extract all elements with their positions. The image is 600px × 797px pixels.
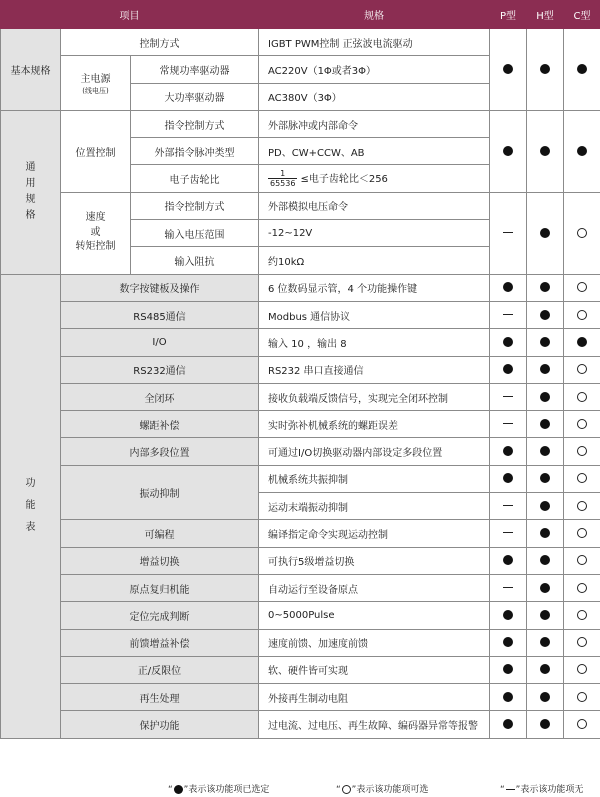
function-mark-h xyxy=(527,274,564,301)
function-spec: 过电流、过电压、再生故障、编码器异常等报警 xyxy=(259,711,490,738)
function-label: RS232通信 xyxy=(61,356,259,383)
dash-icon xyxy=(503,587,513,588)
function-label: 可编程 xyxy=(61,520,259,547)
normal-drive-spec: AC220V（1Φ或者3Φ） xyxy=(259,56,490,83)
function-mark-c xyxy=(564,520,600,547)
open-circle-icon xyxy=(342,785,351,794)
function-mark-h xyxy=(527,711,564,738)
open-circle-icon xyxy=(577,392,587,402)
position-row-spec: 外部脉冲或内部命令 xyxy=(259,110,490,137)
main-power-cell xyxy=(61,56,131,111)
filled-dot-icon xyxy=(503,473,513,483)
dash-icon xyxy=(503,423,513,424)
position-control-label: 位置控制 xyxy=(61,110,131,192)
function-mark-h xyxy=(527,465,564,492)
function-mark-p xyxy=(490,656,527,683)
control-mode-spec: IGBT PWM控制 正弦波电流驱动 xyxy=(259,29,490,56)
function-spec: 外接再生制动电阻 xyxy=(259,684,490,711)
control-mode-label: 控制方式 xyxy=(61,29,259,56)
function-mark-h xyxy=(527,411,564,438)
category-basic xyxy=(1,29,61,111)
open-circle-icon xyxy=(577,473,587,483)
legend-none-text: ”表示该功能项无 xyxy=(515,785,584,795)
open-circle-icon xyxy=(577,228,587,238)
function-mark-p xyxy=(490,356,527,383)
filled-dot-icon xyxy=(540,146,550,156)
function-mark-c xyxy=(564,383,600,410)
dash-icon xyxy=(503,396,513,397)
function-spec: 自动运行至设备原点 xyxy=(259,574,490,601)
legend-filled xyxy=(168,782,269,795)
speed-mark-p xyxy=(490,192,527,274)
function-spec: 0~5000Pulse xyxy=(259,602,490,629)
speed-row-spec: -12~12V xyxy=(259,220,490,247)
function-mark-p xyxy=(490,629,527,656)
open-circle-icon xyxy=(577,610,587,620)
function-label: 振动抑制 xyxy=(61,465,259,520)
table-row xyxy=(1,192,600,219)
header-p: P型 xyxy=(490,1,527,29)
function-spec: 机械系统共振抑制 xyxy=(259,465,490,492)
speed-label-line: 或 xyxy=(90,226,101,238)
function-mark-h xyxy=(527,438,564,465)
function-mark-c xyxy=(564,438,600,465)
table-row xyxy=(1,110,600,137)
function-mark-p xyxy=(490,465,527,492)
basic-mark-h xyxy=(527,29,564,111)
function-mark-h xyxy=(527,329,564,356)
filled-dot-icon xyxy=(540,392,550,402)
filled-dot-icon xyxy=(540,282,550,292)
function-label: 保护功能 xyxy=(61,711,259,738)
dash-icon xyxy=(503,314,513,315)
function-mark-h xyxy=(527,356,564,383)
filled-dot-icon xyxy=(540,64,550,74)
main-power-sub: (线电压) xyxy=(82,87,109,96)
function-mark-h xyxy=(527,684,564,711)
speed-row-label: 输入电压范围 xyxy=(131,220,259,247)
category-functions xyxy=(1,274,61,738)
filled-dot-icon xyxy=(540,719,550,729)
function-mark-p xyxy=(490,438,527,465)
filled-dot-icon xyxy=(503,64,513,74)
filled-dot-icon xyxy=(540,583,550,593)
category-functions-char: 能 xyxy=(25,500,36,512)
fraction-denominator: 65536 xyxy=(270,179,296,189)
table-row xyxy=(1,438,600,465)
speed-label-line: 速度 xyxy=(85,212,106,224)
function-mark-c xyxy=(564,629,600,656)
function-mark-h xyxy=(527,602,564,629)
function-label: 全闭环 xyxy=(61,383,259,410)
position-row-label: 电子齿轮比 xyxy=(131,165,259,192)
open-circle-icon xyxy=(577,364,587,374)
main-power-label: 主电源 xyxy=(80,74,111,86)
category-basic-label: 基本规格 xyxy=(10,65,51,77)
filled-dot-icon xyxy=(577,146,587,156)
open-circle-icon xyxy=(577,501,587,511)
basic-mark-p xyxy=(490,29,527,111)
speed-mark-c xyxy=(564,192,600,274)
function-spec: 6 位数码显示管，4 个功能操作键 xyxy=(259,274,490,301)
table-row xyxy=(1,274,600,301)
filled-dot-icon xyxy=(503,637,513,647)
filled-dot-icon xyxy=(540,528,550,538)
category-functions-char: 功 xyxy=(25,478,36,490)
filled-dot-icon xyxy=(540,692,550,702)
function-mark-c xyxy=(564,411,600,438)
position-row-label: 外部指令脉冲类型 xyxy=(131,138,259,165)
category-general-char: 用 xyxy=(25,178,36,190)
function-label: 正/反限位 xyxy=(61,656,259,683)
dash-icon xyxy=(503,532,513,533)
function-mark-h xyxy=(527,656,564,683)
dash-icon xyxy=(506,789,515,790)
open-circle-icon xyxy=(577,282,587,292)
gear-ratio-text: ≤电子齿轮比＜256 xyxy=(300,173,388,185)
function-label: 内部多段位置 xyxy=(61,438,259,465)
function-mark-c xyxy=(564,711,600,738)
function-mark-p xyxy=(490,684,527,711)
header-c: C型 xyxy=(564,1,600,29)
open-circle-icon xyxy=(577,664,587,674)
function-mark-p xyxy=(490,711,527,738)
legend-none xyxy=(500,782,583,795)
function-label: RS485通信 xyxy=(61,301,259,328)
function-mark-h xyxy=(527,383,564,410)
table-row xyxy=(1,520,600,547)
function-mark-p xyxy=(490,602,527,629)
function-mark-p xyxy=(490,547,527,574)
filled-dot-icon xyxy=(503,282,513,292)
position-mark-c xyxy=(564,110,600,192)
speed-row-spec: 约10kΩ xyxy=(259,247,490,274)
function-mark-c xyxy=(564,301,600,328)
filled-dot-icon xyxy=(540,364,550,374)
function-spec: 实时弥补机械系统的螺距误差 xyxy=(259,411,490,438)
function-label: 数字按键板及操作 xyxy=(61,274,259,301)
filled-dot-icon xyxy=(503,146,513,156)
function-label: I/O xyxy=(61,329,259,356)
open-circle-icon xyxy=(577,528,587,538)
filled-dot-icon xyxy=(540,501,550,511)
function-mark-p xyxy=(490,520,527,547)
header-item: 项目 xyxy=(1,1,259,29)
legend-quote: “ xyxy=(168,785,173,795)
legend-quote: “ xyxy=(500,785,505,795)
filled-dot-icon xyxy=(540,446,550,456)
function-mark-c xyxy=(564,602,600,629)
position-row-spec: PD、CW+CCW、AB xyxy=(259,138,490,165)
open-circle-icon xyxy=(577,310,587,320)
table-row xyxy=(1,629,600,656)
table-row xyxy=(1,684,600,711)
function-spec: 编译指定命令实现运动控制 xyxy=(259,520,490,547)
table-row xyxy=(1,411,600,438)
function-mark-c xyxy=(564,329,600,356)
function-mark-p xyxy=(490,411,527,438)
dash-icon xyxy=(503,232,513,233)
function-mark-p xyxy=(490,493,527,520)
gear-ratio-spec xyxy=(259,165,490,192)
function-mark-h xyxy=(527,301,564,328)
function-label: 定位完成判断 xyxy=(61,602,259,629)
open-circle-icon xyxy=(577,637,587,647)
function-label: 原点复归机能 xyxy=(61,574,259,601)
function-spec: 接收负载端反馈信号，实现完全闭环控制 xyxy=(259,383,490,410)
large-drive-spec: AC380V（3Φ） xyxy=(259,83,490,110)
function-spec: 可通过I/O切换驱动器内部设定多段位置 xyxy=(259,438,490,465)
header-h: H型 xyxy=(527,1,564,29)
speed-row-spec: 外部模拟电压命令 xyxy=(259,192,490,219)
table-row xyxy=(1,711,600,738)
table-row xyxy=(1,301,600,328)
normal-drive-label: 常规功率驱动器 xyxy=(131,56,259,83)
gear-ratio-fraction xyxy=(268,169,297,189)
filled-dot-icon xyxy=(577,337,587,347)
header-row xyxy=(1,1,600,29)
table-row xyxy=(1,329,600,356)
filled-dot-icon xyxy=(503,446,513,456)
speed-row-label: 输入阻抗 xyxy=(131,247,259,274)
function-mark-p xyxy=(490,329,527,356)
filled-dot-icon xyxy=(540,610,550,620)
filled-dot-icon xyxy=(540,337,550,347)
filled-dot-icon xyxy=(577,64,587,74)
function-mark-h xyxy=(527,574,564,601)
open-circle-icon xyxy=(577,692,587,702)
filled-dot-icon xyxy=(540,228,550,238)
function-mark-c xyxy=(564,684,600,711)
position-mark-p xyxy=(490,110,527,192)
function-mark-h xyxy=(527,520,564,547)
function-mark-c xyxy=(564,656,600,683)
function-mark-c xyxy=(564,465,600,492)
speed-control-label xyxy=(61,192,131,274)
filled-dot-icon xyxy=(503,337,513,347)
filled-dot-icon xyxy=(503,555,513,565)
open-circle-icon xyxy=(577,555,587,565)
function-mark-c xyxy=(564,547,600,574)
table-row xyxy=(1,574,600,601)
function-spec: 可执行5级增益切换 xyxy=(259,547,490,574)
filled-dot-icon xyxy=(540,637,550,647)
header-spec: 规格 xyxy=(259,1,490,29)
filled-dot-icon xyxy=(174,785,183,794)
open-circle-icon xyxy=(577,446,587,456)
table-row xyxy=(1,602,600,629)
function-mark-c xyxy=(564,356,600,383)
speed-label-line: 转矩控制 xyxy=(75,241,116,253)
basic-mark-c xyxy=(564,29,600,111)
open-circle-icon xyxy=(577,419,587,429)
table-row xyxy=(1,29,600,56)
category-functions-char: 表 xyxy=(25,522,36,534)
table-row xyxy=(1,547,600,574)
legend xyxy=(0,778,600,797)
category-general-char: 格 xyxy=(25,210,36,222)
category-general xyxy=(1,110,61,274)
filled-dot-icon xyxy=(503,364,513,374)
function-mark-h xyxy=(527,493,564,520)
filled-dot-icon xyxy=(503,719,513,729)
filled-dot-icon xyxy=(503,664,513,674)
legend-open-text: ”表示该功能项可选 xyxy=(351,785,429,795)
speed-row-label: 指令控制方式 xyxy=(131,192,259,219)
function-mark-p xyxy=(490,274,527,301)
legend-quote: “ xyxy=(336,785,341,795)
category-general-char: 规 xyxy=(25,194,36,206)
filled-dot-icon xyxy=(540,555,550,565)
function-mark-c xyxy=(564,274,600,301)
table-row xyxy=(1,383,600,410)
filled-dot-icon xyxy=(503,692,513,702)
function-mark-h xyxy=(527,629,564,656)
function-mark-h xyxy=(527,547,564,574)
function-label: 前馈增益补偿 xyxy=(61,629,259,656)
function-label: 增益切换 xyxy=(61,547,259,574)
filled-dot-icon xyxy=(540,419,550,429)
table-row xyxy=(1,656,600,683)
function-label: 螺距补偿 xyxy=(61,411,259,438)
filled-dot-icon xyxy=(540,473,550,483)
large-drive-label: 大功率驱动器 xyxy=(131,83,259,110)
speed-mark-h xyxy=(527,192,564,274)
position-mark-h xyxy=(527,110,564,192)
function-label: 再生处理 xyxy=(61,684,259,711)
function-mark-c xyxy=(564,493,600,520)
function-spec: 输入 10 ，输出 8 xyxy=(259,329,490,356)
function-mark-p xyxy=(490,301,527,328)
table-row xyxy=(1,465,600,492)
function-mark-p xyxy=(490,383,527,410)
open-circle-icon xyxy=(577,719,587,729)
open-circle-icon xyxy=(577,583,587,593)
category-general-char: 通 xyxy=(25,162,36,174)
function-mark-p xyxy=(490,574,527,601)
filled-dot-icon xyxy=(540,310,550,320)
dash-icon xyxy=(503,505,513,506)
filled-dot-icon xyxy=(503,610,513,620)
function-spec: Modbus 通信协议 xyxy=(259,301,490,328)
fraction-numerator: 1 xyxy=(268,169,297,180)
filled-dot-icon xyxy=(540,664,550,674)
function-spec: 速度前馈、加速度前馈 xyxy=(259,629,490,656)
function-spec: 运动末端振动抑制 xyxy=(259,493,490,520)
legend-filled-text: ”表示该功能项已选定 xyxy=(183,785,270,795)
function-spec: 软、硬件皆可实现 xyxy=(259,656,490,683)
function-mark-c xyxy=(564,574,600,601)
function-spec: RS232 串口直接通信 xyxy=(259,356,490,383)
legend-open xyxy=(336,782,428,795)
position-row-label: 指令控制方式 xyxy=(131,110,259,137)
table-row xyxy=(1,356,600,383)
